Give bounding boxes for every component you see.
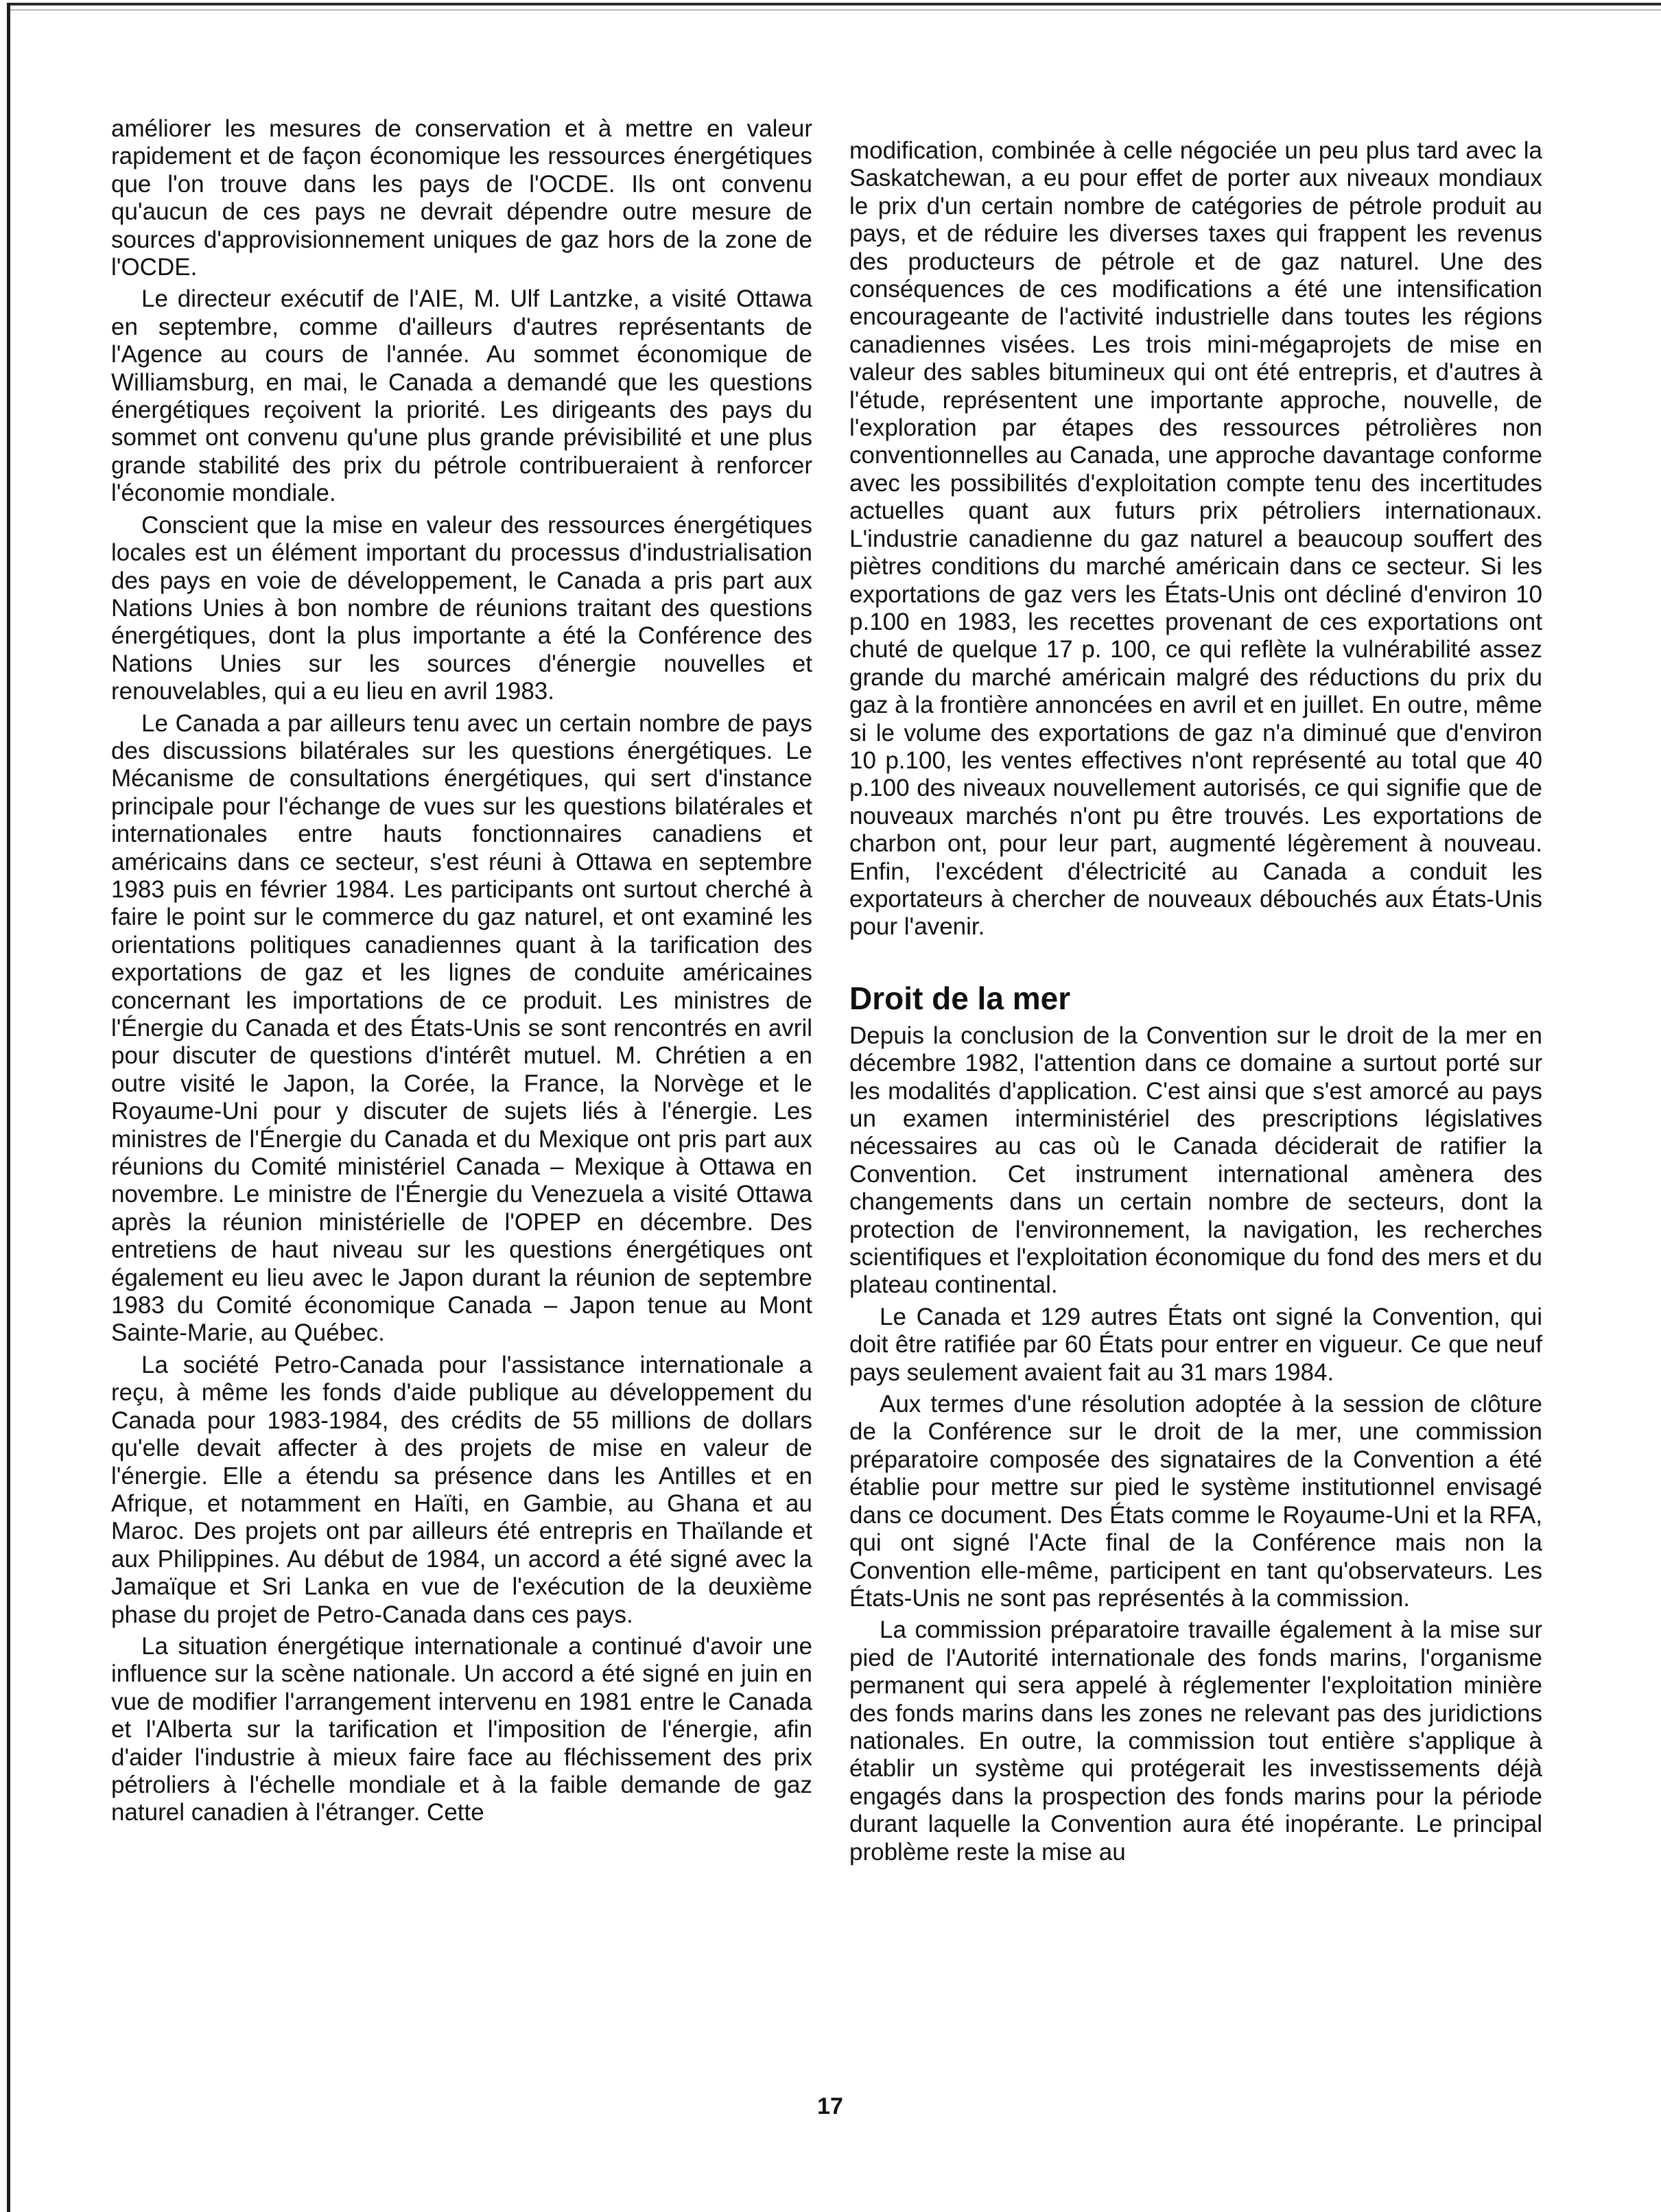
scan-border-top <box>7 3 1661 5</box>
paragraph: Le Canada et 129 autres États ont signé la Convention, qui doit être ratifiée par 60 États pour entrer en vigueur. Ce que neuf pays seulement avaient fait au 31 mars 1984. <box>849 1303 1542 1386</box>
paragraph: modification, combinée à celle négociée un peu plus tard avec la Saskatchewan, a eu pour effet de porter aux niveaux mondiaux le prix d'un certain nombre de catégories de pétrole produit au pays, et de réduire les diverses taxes qui frappent les revenus des producteurs de pétrole et de gaz naturel. Une des conséquences de ces modifications a été une intensification encourageante de l'activité industrielle dans toutes les régions canadiennes visées. Les trois mini-mégaprojets de mise en valeur des sables bitumineux qui ont été entrepris, et d'autres à l'étude, représentent une importante approche, nouvelle, de l'exploration par étapes des ressources pétrolières non conventionnelles au Canada, une approche davantage conforme avec les possibilités d'exploitation compte tenu des incertitudes actuelles quant aux futurs prix pétroliers internationaux. L'industrie canadienne du gaz naturel a beaucoup souffert des piètres conditions du marché américain dans ce secteur. Si les exportations de gaz vers les États-Unis ont décliné d'environ 10 p.100 en 1983, les recettes provenant de ces exportations ont chuté de quelque 17 p. 100, ce qui reflète la vulnérabilité assez grande du marché américain malgré des réductions du prix du gaz à la frontière annoncées en avril et en juillet. En outre, même si le volume des exportations de gaz n'a diminué que d'environ 10 p.100, les ventes effectives n'ont représenté au total que 40 p.100 des niveaux nouvellement autorisés, ce qui signifie que de nouveaux marchés n'ont pu être trouvés. Les exportations de charbon ont, pour leur part, augmenté légèrement à nouveau. Enfin, l'excédent d'électricité au Canada a conduit les exportateurs à chercher de nouveaux débouchés aux États-Unis pour l'avenir. <box>849 137 1542 941</box>
paragraph: Le directeur exécutif de l'AIE, M. Ulf Lantzke, a visité Ottawa en septembre, comme d'ailleurs d'autres représentants de l'Agence au cours de l'année. Au sommet économique de Williamsburg, en mai, le Canada a demandé que les questions énergétiques reçoivent la priorité. Les dirigeants des pays du sommet ont convenu qu'une plus grande prévisibilité et une plus grande stabilité des prix du pétrole contribueraient à renforcer l'économie mondiale. <box>111 285 812 507</box>
paragraph: La société Petro-Canada pour l'assistance internationale a reçu, à même les fonds d'aide publique au développement du Canada pour 1983-1984, des crédits de 55 millions de dollars qu'elle devait affecter à des projets de mise en valeur de l'énergie. Elle a étendu sa présence dans les Antilles et en Afrique, et notamment en Haïti, en Gambie, au Ghana et au Maroc. Des projets ont par ailleurs été entrepris en Thaïlande et aux Philippines. Au début de 1984, un accord a été signé avec la Jamaïque et Sri Lanka en vue de l'exécution de la deuxième phase du projet de Petro-Canada dans ces pays. <box>111 1351 812 1628</box>
paragraph: Conscient que la mise en valeur des ressources énergétiques locales est un élément important du processus d'industrialisation des pays en voie de développement, le Canada a pris part aux Nations Unies à bon nombre de réunions traitant des questions énergétiques, dont la plus importante a été la Conférence des Nations Unies sur les sources d'énergie nouvelles et renouvelables, qui a eu lieu en avril 1983. <box>111 511 812 705</box>
page-number: 17 <box>817 2093 843 2119</box>
section-heading: Droit de la mer <box>849 980 1071 1016</box>
scan-border-left <box>7 3 10 2212</box>
paragraph: La commission préparatoire travaille également à la mise sur pied de l'Autorité internationale des fonds marins, l'organisme permanent qui sera appelé à réglementer l'exploitation minière des fonds marins dans les zones ne relevant pas des juridictions nationales. En outre, la commission tout entière s'applique à établir un système qui protégerait les investissements déjà engagés dans la prospection des fonds marins pour la période durant laquelle la Convention aura été inopérante. Le principal problème reste la mise au <box>849 1616 1542 1866</box>
paragraph: Le Canada a par ailleurs tenu avec un certain nombre de pays des discussions bilatérales sur les questions énergétiques. Le Mécanisme de consultations énergétiques, qui sert d'instance principale pour l'échange de vues sur les questions bilatérales et internationales entre hauts fonctionnaires canadiens et américains dans ce secteur, s'est réuni à Ottawa en septembre 1983 puis en février 1984. Les participants ont surtout cherché à faire le point sur le commerce du gaz naturel, et ont examiné les orientations politiques canadiennes quant à la tarification des exportations de gaz et les lignes de conduite américaines concernant les importations de ce produit. Les ministres de l'Énergie du Canada et des États-Unis se sont rencontrés en avril pour discuter de questions d'intérêt mutuel. M. Chrétien a en outre visité le Japon, la Corée, la France, la Norvège et le Royaume-Uni pour y discuter de sujets liés à l'énergie. Les ministres de l'Énergie du Canada et du Mexique ont pris part aux réunions du Comité ministériel Canada – Mexique à Ottawa en novembre. Le ministre de l'Énergie du Venezuela a visité Ottawa après la réunion ministérielle de l'OPEP en décembre. Des entretiens de haut niveau sur les questions énergétiques ont également eu lieu avec le Japon durant la réunion de septembre 1983 du Comité économique Canada – Japon tenue au Mont Sainte-Marie, au Québec. <box>111 709 812 1347</box>
paragraph: La situation énergétique internationale a continué d'avoir une influence sur la scène nationale. Un accord a été signé en juin en vue de modifier l'arrangement intervenu en 1981 entre le Canada et l'Alberta sur la tarification et l'imposition de l'énergie, afin d'aider l'industrie à mieux faire face au fléchissement des prix pétroliers à l'échelle mondiale et à la faible demande de gaz naturel canadien à l'étranger. Cette <box>111 1632 812 1826</box>
left-column <box>111 115 812 1831</box>
right-column <box>849 137 1542 1870</box>
paragraph: Aux termes d'une résolution adoptée à la session de clôture de la Conférence sur le droit de la mer, une commission préparatoire composée des signataires de la Convention a été établie pour mettre sur pied le système institutionnel envisagé dans ce document. Des États comme le Royaume-Uni et la RFA, qui ont signé l'Acte final de la Conférence mais non la Convention elle-même, participent en tant qu'observateurs. Les États-Unis ne sont pas représentés à la commission. <box>849 1391 1542 1612</box>
paragraph: améliorer les mesures de conservation et à mettre en valeur rapidement et de façon économique les ressources énergétiques que l'on trouve dans les pays de l'OCDE. Ils ont convenu qu'aucun de ces pays ne devrait dépendre outre mesure de sources d'approvisionnement uniques de gaz hors de la zone de l'OCDE. <box>111 115 812 281</box>
paragraph: Depuis la conclusion de la Convention sur le droit de la mer en décembre 1982, l'attention dans ce domaine a surtout porté sur les modalités d'application. C'est ainsi que s'est amorcé au pays un examen interministériel des prescriptions législatives nécessaires au cas où le Canada déciderait de ratifier la Convention. Cet instrument international amènera des changements dans un certain nombre de secteurs, dont la protection de l'environnement, la navigation, les recherches scientifiques et l'exploitation économique du fond des mers et du plateau continental. <box>849 1022 1542 1299</box>
